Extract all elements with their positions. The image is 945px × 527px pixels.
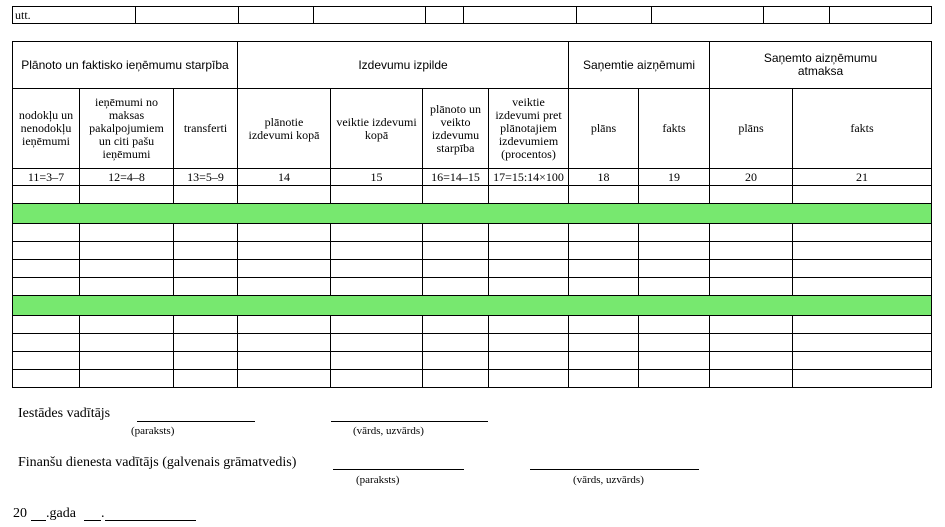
head-signature-label: Iestādes vadītājs — [18, 406, 111, 421]
main-table — [12, 41, 932, 388]
group-header-row — [13, 42, 932, 89]
sub-header: plāns — [569, 89, 639, 169]
group-header-expenditure: Izdevumu izpilde — [238, 42, 569, 89]
table-row — [13, 242, 932, 260]
top-cell — [764, 7, 830, 24]
table-row — [13, 186, 932, 204]
group-header-loans-received: Saņemtie aizņēmumi — [569, 42, 710, 89]
head-signature-line[interactable] — [137, 421, 255, 422]
group-header-loan-repayment: Saņemto aizņēmumu atmaksa — [710, 42, 932, 89]
table-row — [13, 316, 932, 334]
sub-header: veiktie izdevumi kopā — [331, 89, 423, 169]
top-cell — [136, 7, 239, 24]
table-row — [13, 352, 932, 370]
column-number: 11=3–7 — [13, 169, 80, 186]
sub-header: veiktie izdevumi pret plānotajiem izdevumiem (procentos) — [489, 89, 569, 169]
column-number: 14 — [238, 169, 331, 186]
date-prefix: 20 — [13, 506, 27, 521]
finance-name-line[interactable] — [530, 469, 699, 470]
sub-header: transferti — [174, 89, 238, 169]
top-row — [13, 7, 932, 24]
column-number: 13=5–9 — [174, 169, 238, 186]
head-name-line[interactable] — [331, 421, 488, 422]
column-number: 12=4–8 — [80, 169, 174, 186]
column-number: 19 — [639, 169, 710, 186]
table-row — [13, 260, 932, 278]
column-number: 17=15:14×100 — [489, 169, 569, 186]
top-cell — [464, 7, 577, 24]
top-cell — [577, 7, 652, 24]
sub-header: fakts — [639, 89, 710, 169]
column-number: 21 — [793, 169, 932, 186]
signature-caption: (paraksts) — [131, 425, 175, 437]
name-caption: (vārds, uzvārds) — [573, 474, 644, 486]
column-number: 16=14–15 — [423, 169, 489, 186]
date-middle: .gada — [46, 506, 76, 521]
group-header-income-diff: Plānoto un faktisko ieņēmumu starpība — [13, 42, 238, 89]
table-row — [13, 370, 932, 388]
date-dot: . — [101, 506, 105, 521]
top-cell — [314, 7, 426, 24]
highlighted-row — [13, 204, 932, 224]
date-year-blank[interactable] — [31, 520, 46, 521]
sub-header: fakts — [793, 89, 932, 169]
finance-signature-line[interactable] — [333, 469, 464, 470]
top-row-label: utt. — [13, 7, 136, 24]
top-table — [12, 6, 932, 24]
top-cell — [239, 7, 314, 24]
sub-header: ieņēmumi no maksas pakalpojumiem un citi pašu ieņēmumi — [80, 89, 174, 169]
column-number: 15 — [331, 169, 423, 186]
sub-header: plāns — [710, 89, 793, 169]
column-number: 18 — [569, 169, 639, 186]
table-row — [13, 224, 932, 242]
column-number: 20 — [710, 169, 793, 186]
sub-header: plānoto un veikto izdevumu starpība — [423, 89, 489, 169]
sub-header: plānotie izdevumi kopā — [238, 89, 331, 169]
column-number-row — [13, 169, 932, 186]
top-cell — [426, 7, 464, 24]
name-caption: (vārds, uzvārds) — [353, 425, 424, 437]
date-day-blank[interactable] — [84, 520, 101, 521]
table-row — [13, 334, 932, 352]
top-cell — [830, 7, 932, 24]
finance-signature-label: Finanšu dienesta vadītājs (galvenais grāmatvedis) — [18, 455, 297, 470]
date-month-blank[interactable] — [105, 520, 196, 521]
highlighted-row — [13, 296, 932, 316]
table-row — [13, 278, 932, 296]
sub-header-row — [13, 89, 932, 169]
sub-header: nodokļu un nenodokļu ieņēmumi — [13, 89, 80, 169]
signature-caption: (paraksts) — [356, 474, 400, 486]
top-cell — [652, 7, 764, 24]
